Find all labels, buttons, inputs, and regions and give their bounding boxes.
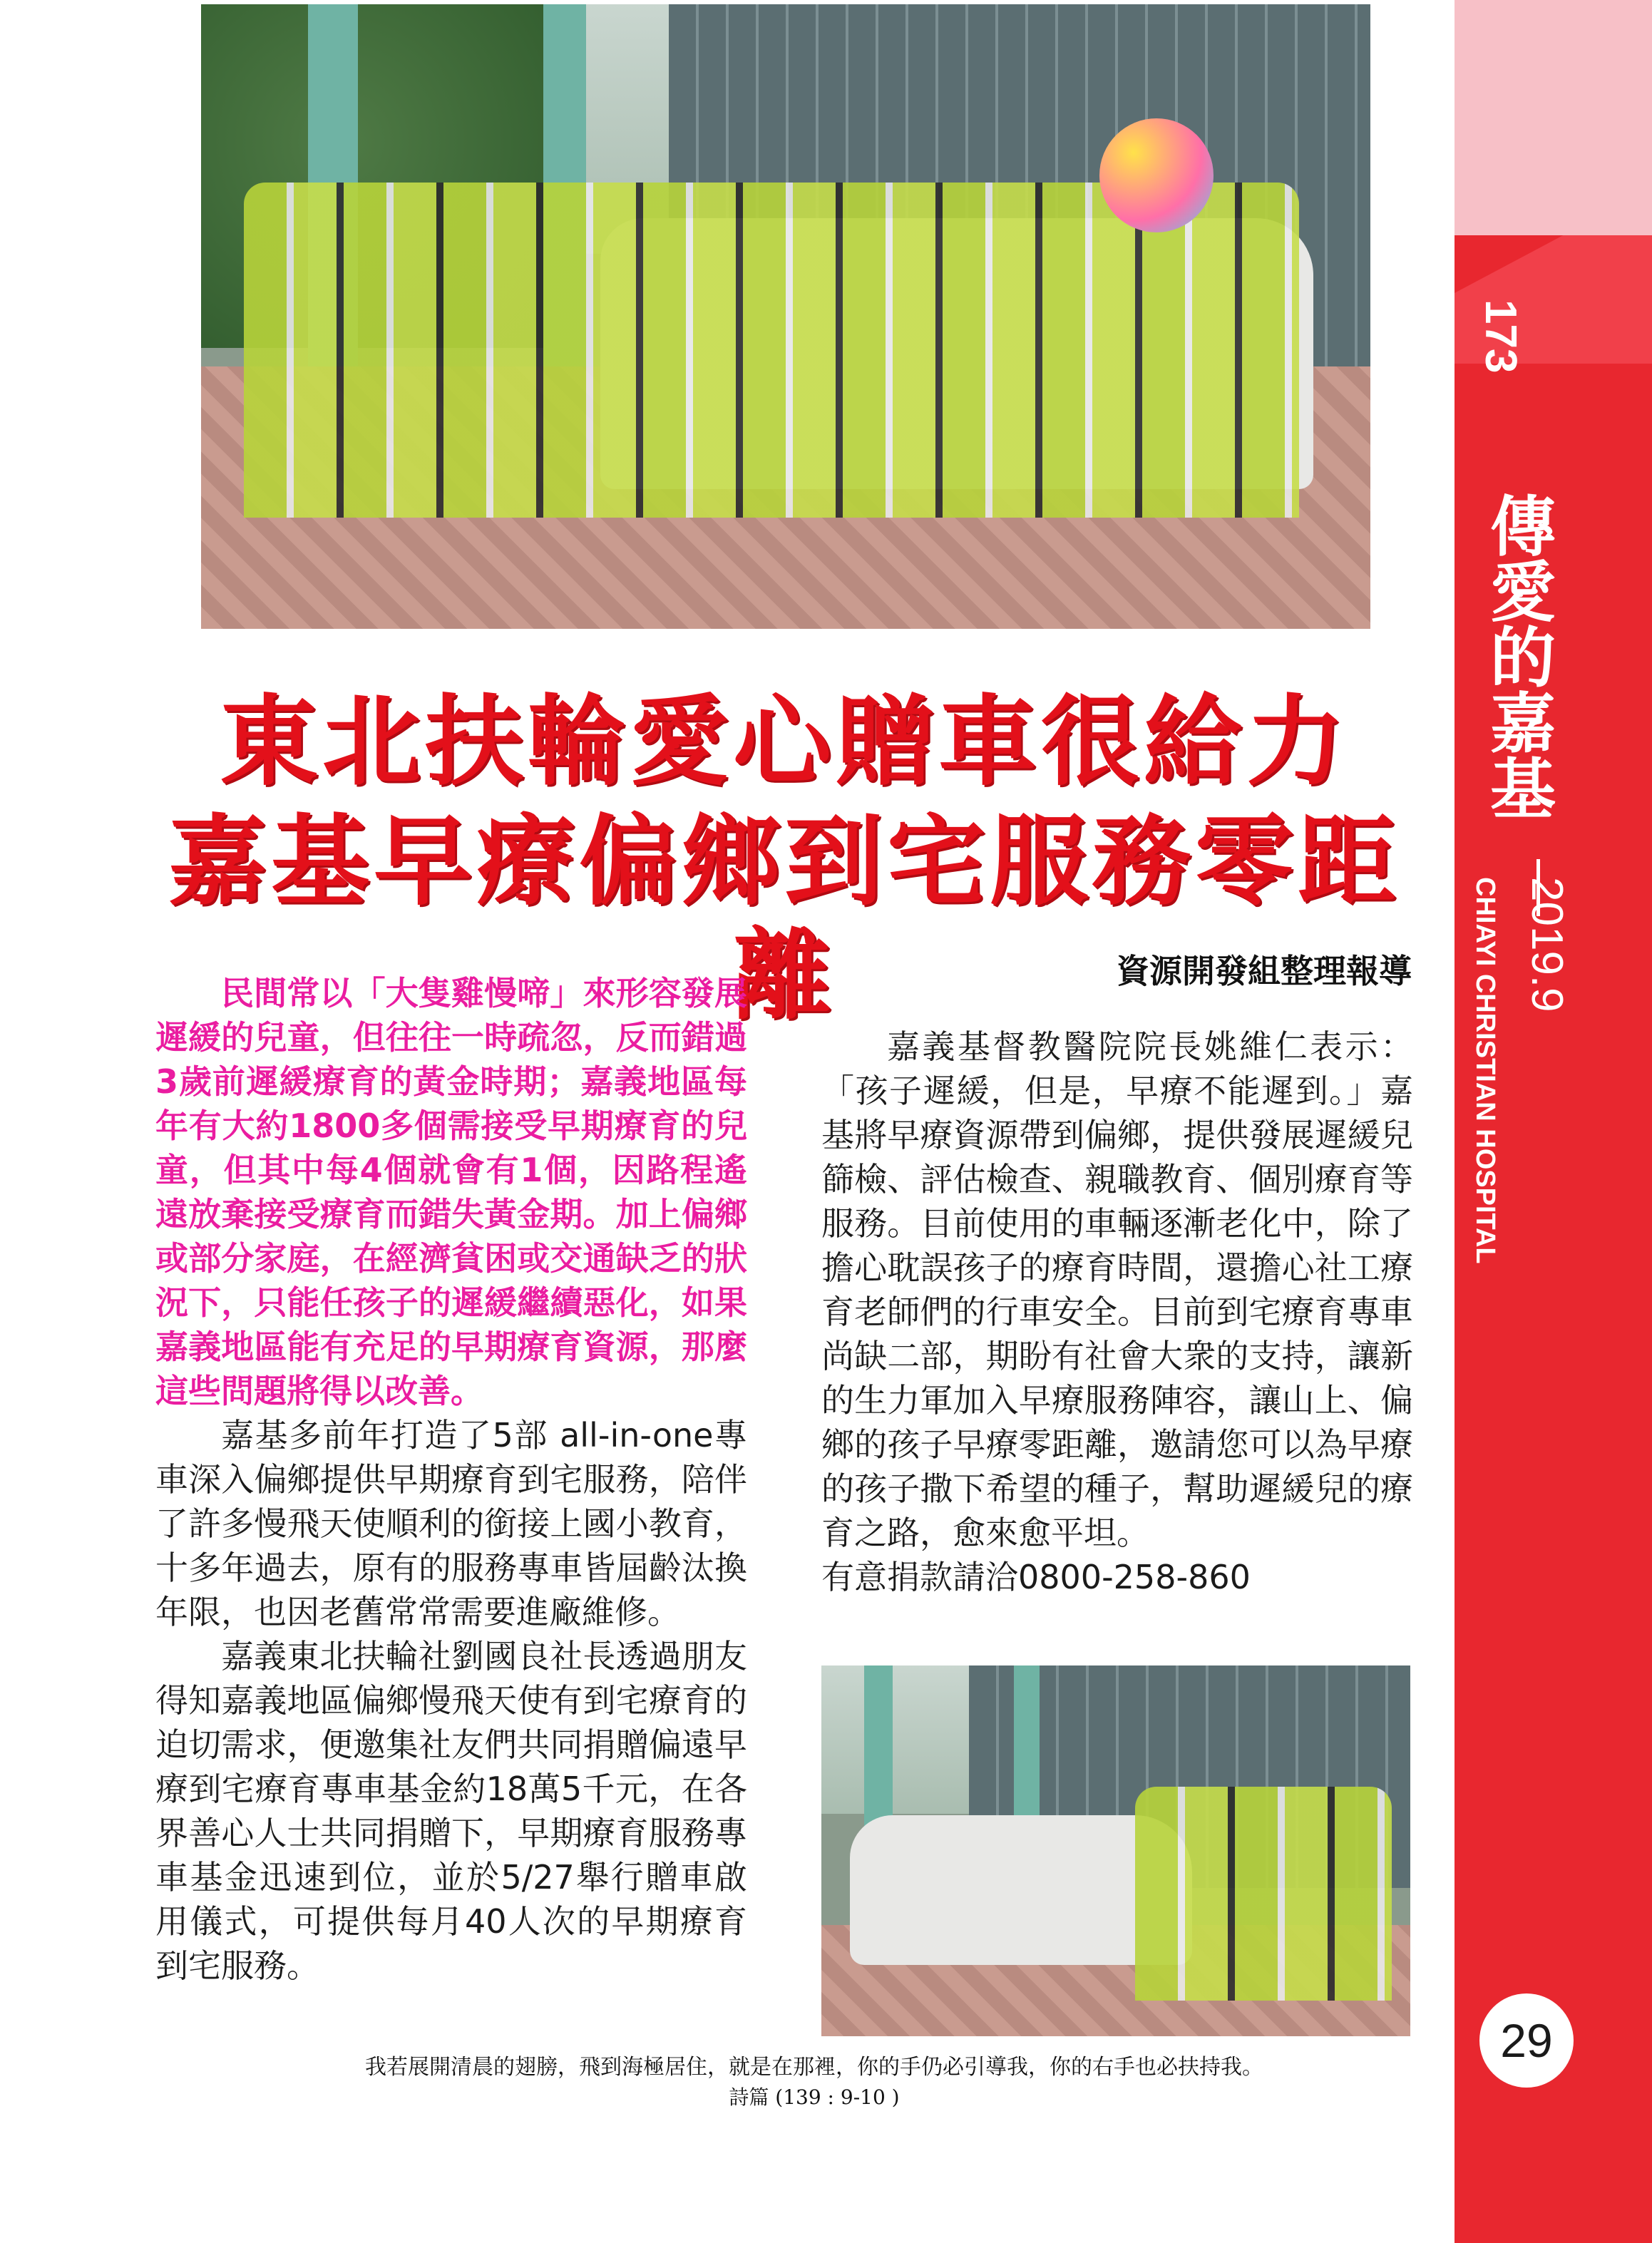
- bible-verse: 我若展開清晨的翅膀，飛到海極居住，就是在那裡，你的手仍必引導我，你的右手也必扶持我。: [365, 2055, 1263, 2080]
- body-paragraph: 嘉義基督教醫院院長姚維仁表示：「孩子遲緩，但是，早療不能遲到。」嘉基將早療資源帶到偏鄉，提供發展遲緩兒篩檢、評估檢查、親職教育、個別療育等服務。目前使用的車輛逐漸老化中，除了擔心耽誤孩子的療育時間，還擔心社工療育老師們的行車安全。目前到宅療育專車尚缺二部，期盼有社會大衆的支持，讓新的生力軍加入早療服務陣容，讓山上、偏鄉的孩子早療零距離，邀請您可以為早療的孩子撒下希望的種子，幫助遲緩兒的療育之路，愈來愈平坦。: [821, 1027, 1413, 1552]
- families-with-strollers: [1135, 1787, 1392, 2001]
- issue-date: 2019.9: [1522, 877, 1571, 1012]
- ceremony-photo: [201, 4, 1370, 629]
- balloons: [1099, 118, 1214, 232]
- page-number: 29: [1479, 1993, 1574, 2088]
- group-of-people: [244, 183, 1299, 518]
- families-photo: [821, 1665, 1410, 2036]
- byline: 資源開發組整理報導: [1117, 952, 1412, 990]
- hospital-name: CHIAYI CHRISTIAN HOSPITAL: [1470, 877, 1500, 1264]
- magazine-title: 傳愛的嘉基: [1479, 492, 1556, 820]
- headline-line-2: 嘉基早療偏鄉到宅服務零距離: [168, 803, 1400, 1033]
- donation-contact: 有意捐款請洽0800-258-860: [821, 1558, 1251, 1596]
- issue-number: 173: [1476, 299, 1525, 374]
- bible-verse-reference: 詩篇 (139 : 9-10 ): [729, 2085, 900, 2109]
- lead-paragraph: 民間常以「大隻雞慢啼」來形容發展遲緩的兒童，但往往一時疏忽，反而錯過3歲前遲緩療育的黃金時期；嘉義地區每年有大約1800多個需接受早期療育的兒童，但其中每4個就會有1個，因路程遙遠放棄接受療育而錯失黃金期。加上偏鄉或部分家庭，在經濟貧困或交通缺乏的狀況下，只能任孩子的遲緩繼續惡化，如果嘉義地區能有充足的早期療育資源，那麼這些問題將得以改善。: [155, 974, 747, 1410]
- sidebar-pink-band: [1455, 0, 1652, 235]
- article-column-left: [155, 971, 747, 1988]
- headline-line-1: 東北扶輪愛心贈車很給力: [219, 683, 1349, 799]
- article-column-right: [821, 1025, 1413, 1599]
- body-paragraph: 嘉基多前年打造了5部 all-in-one專車深入偏鄉提供早期療育到宅服務，陪伴了許多慢飛天使順利的銜接上國小教育，十多年過去，原有的服務專車皆屆齡汰換年限，也因老舊常常需要進廠維修。: [155, 1416, 747, 1631]
- body-paragraph: 嘉義東北扶輪社劉國良社長透過朋友得知嘉義地區偏鄉慢飛天使有到宅療育的迫切需求，便邀集社友們共同捐贈偏遠早療到宅療育專車基金約18萬5千元，在各界善心人士共同捐贈下，早期療育服務專車基金迅速到位，並於5/27舉行贈車啟用儀式，可提供每月40人次的早期療育到宅服務。: [155, 1637, 747, 1985]
